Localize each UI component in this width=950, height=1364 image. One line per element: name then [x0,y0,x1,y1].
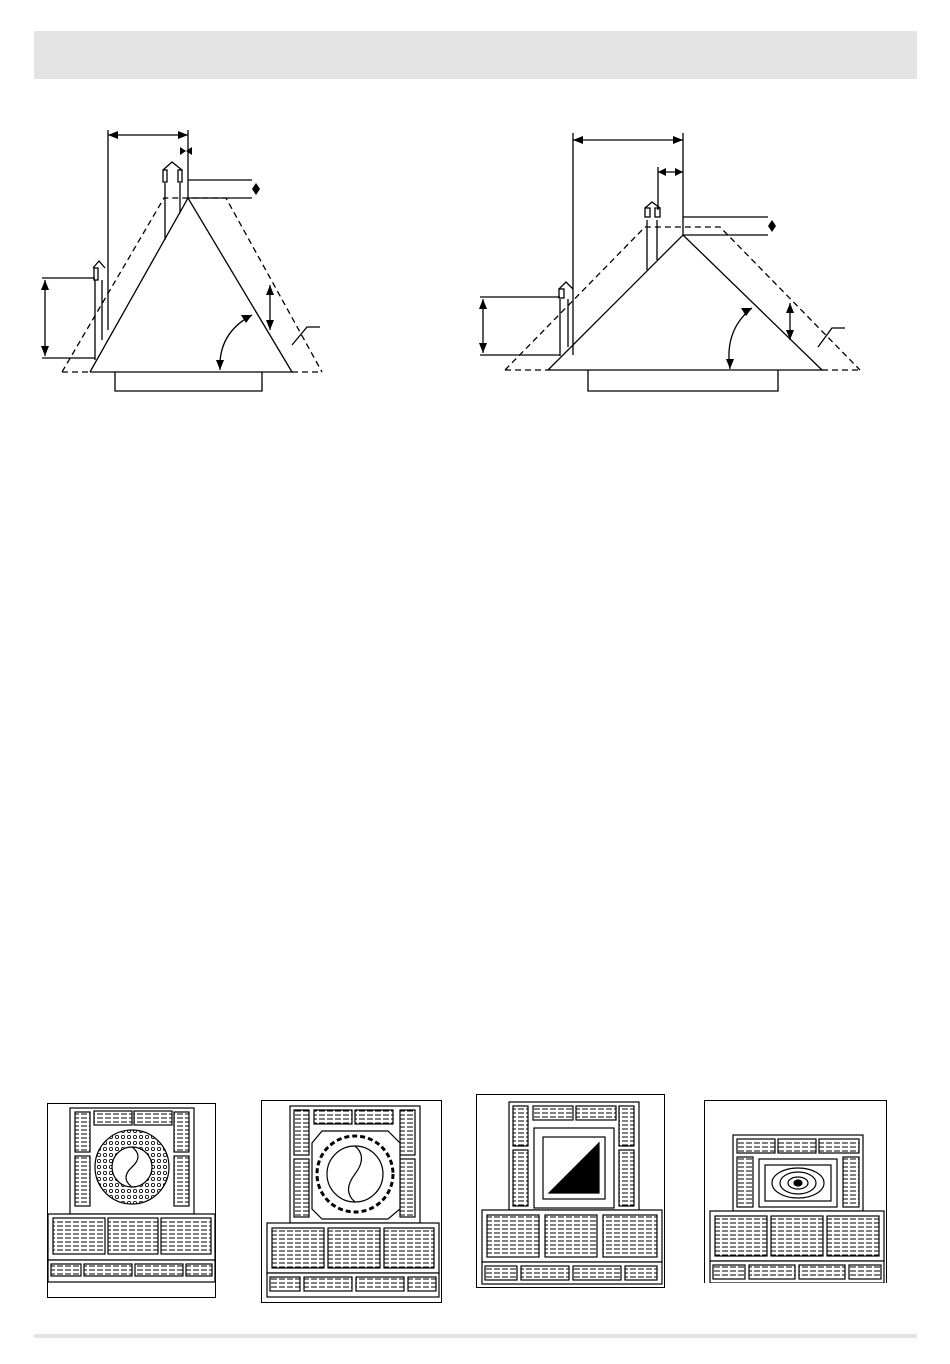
stove-illustration-round [47,1103,216,1298]
footer-rule [34,1334,917,1338]
roof-clearance-diagram-right [470,125,870,395]
stove-illustration-octagonal [261,1100,442,1303]
stove-illustration-square [476,1094,665,1288]
header-bar [34,31,917,79]
roof-clearance-diagram-left [30,125,330,395]
stove-illustration-rectangular [704,1100,887,1283]
